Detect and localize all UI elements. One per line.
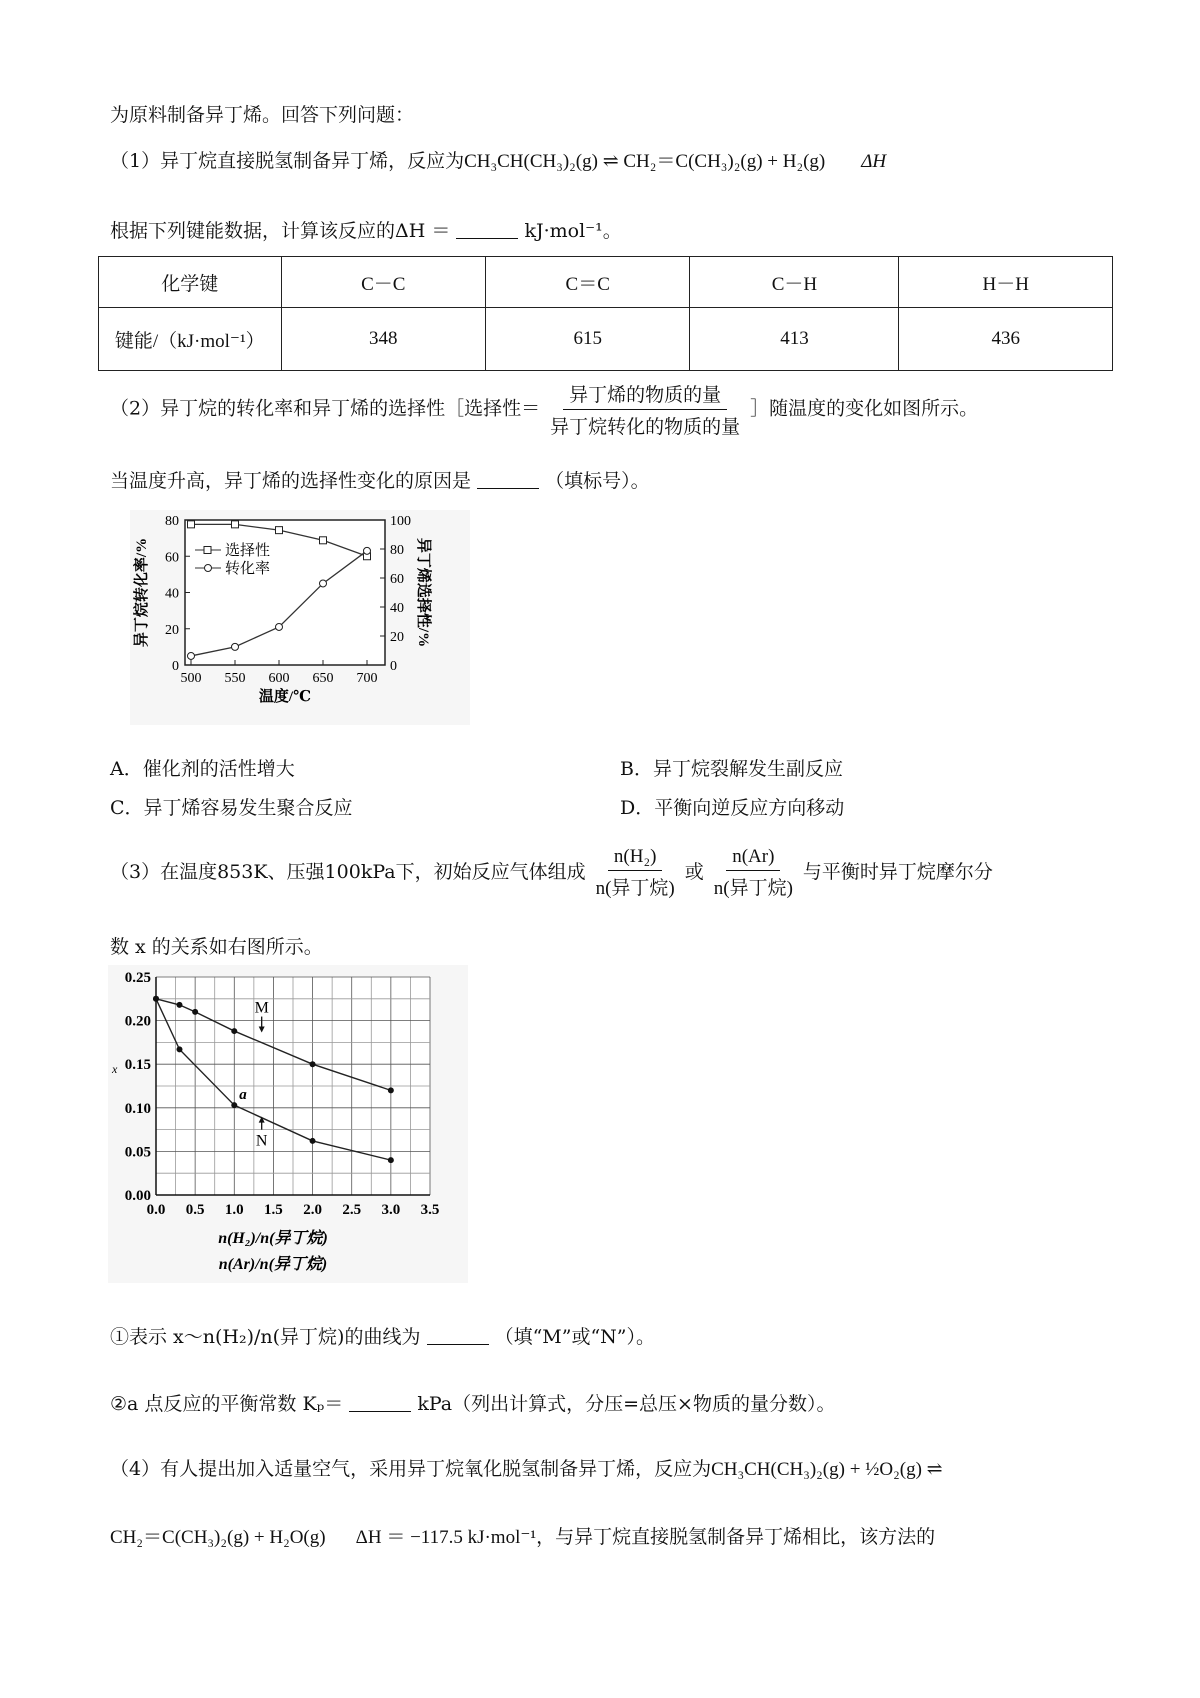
- x-tick-label: 2.0: [303, 1202, 322, 1218]
- x-tick-label: 700: [356, 671, 378, 686]
- legend-label: 转化率: [225, 561, 271, 577]
- row-label: 键能/（kJ·mol⁻¹）: [99, 308, 282, 371]
- y-axis-label: x: [112, 1061, 118, 1076]
- data-point-circle: [364, 547, 371, 554]
- ar-ratio-fraction: [708, 846, 799, 900]
- y-tick-label: 0.10: [124, 1100, 151, 1117]
- curve-label-M: M: [254, 999, 269, 1017]
- answer-blank-3[interactable]: [427, 1326, 489, 1345]
- data-point: [176, 1046, 182, 1052]
- q2-line1: [110, 380, 978, 439]
- q3-or: 或: [684, 861, 704, 883]
- q4-dh: ΔH ＝ −117.5 kJ·mol⁻¹: [355, 1527, 537, 1548]
- q4-reaction2: CH₂＝C(CH₃)₂(g) + H₂O(g): [110, 1527, 326, 1548]
- y-tick-label: 0: [172, 659, 179, 674]
- bond-c-h: C－H: [690, 257, 899, 308]
- selectivity-fraction: [544, 380, 746, 439]
- frac1-numerator: n(H₂): [608, 846, 663, 871]
- data-point: [231, 1028, 237, 1034]
- bond-c-c: C－C: [281, 257, 485, 308]
- q1-line2: [110, 216, 622, 243]
- bond-h-h: H－H: [899, 257, 1113, 308]
- q3-sub1: [110, 1322, 655, 1349]
- y-tick-label: 60: [165, 550, 179, 566]
- q4-line2: [110, 1522, 935, 1549]
- q3-sub1-suffix: （填“M”或“N”）。: [494, 1326, 655, 1348]
- x-axis-label: n(H₂)/n(异丁烷): [218, 1230, 328, 1247]
- data-point: [192, 1009, 198, 1015]
- data-point-square: [320, 537, 327, 544]
- answer-blank-2[interactable]: [477, 470, 539, 489]
- option-d[interactable]: D．平衡向逆反应方向移动: [620, 797, 845, 819]
- q1-line2-suffix: kJ·mol⁻¹。: [524, 220, 622, 242]
- q3-prefix: （3）在温度853K、压强100kPa下，初始反应气体组成: [110, 861, 586, 883]
- data-point: [310, 1061, 316, 1067]
- q1-dh: ΔH: [861, 151, 887, 172]
- data-point: [176, 1002, 182, 1008]
- x-tick-label: 550: [224, 671, 246, 686]
- x-tick-label: 1.0: [224, 1202, 244, 1218]
- plot-frame: [185, 520, 385, 665]
- point-label-a: a: [239, 1087, 247, 1104]
- y-tick-label: 40: [165, 586, 179, 602]
- frac-denominator: 异丁烷转化的物质的量: [550, 416, 741, 438]
- x-tick-label: 3.5: [420, 1202, 440, 1218]
- x-tick-label: 600: [268, 671, 290, 686]
- legend-marker-circle: [205, 565, 212, 572]
- y-tick-label: 0.15: [124, 1057, 151, 1074]
- x-tick-label: 0.0: [146, 1202, 166, 1218]
- data-point-circle: [232, 643, 239, 650]
- energy-c-h: 413: [690, 308, 899, 371]
- frac-numerator: 异丁烯的物质的量: [563, 380, 727, 410]
- data-point-square: [276, 527, 283, 534]
- table-header-row: [99, 257, 1113, 308]
- q2-line2-text: 当温度升高，异丁烯的选择性变化的原因是: [110, 470, 472, 492]
- q1-prefix: （1）异丁烷直接脱氢制备异丁烯，反应为: [110, 150, 465, 172]
- frac2-denominator: n(异丁烷): [713, 878, 793, 899]
- q4-prefix: （4）有人提出加入适量空气，采用异丁烷氧化脱氢制备异丁烯，反应为: [110, 1458, 712, 1480]
- y-right-tick-label: 20: [390, 630, 404, 645]
- y-right-tick-label: 100: [390, 514, 411, 529]
- frac1-denominator: n(异丁烷): [595, 878, 675, 899]
- bond-energy-table: [98, 256, 1113, 371]
- data-point: [388, 1087, 394, 1093]
- data-point: [310, 1138, 316, 1144]
- q3-sub2-prefix: ②a 点反应的平衡常数 Kₚ＝: [110, 1393, 344, 1415]
- q2-line2: [110, 466, 650, 493]
- y-tick-label: 80: [165, 514, 179, 529]
- legend-label: 选择性: [225, 543, 271, 559]
- bond-c-eq-c: C＝C: [485, 257, 689, 308]
- q3-line1: [110, 846, 993, 900]
- x-axis-label: 温度/℃: [258, 689, 312, 705]
- y-tick-label: 0.25: [124, 970, 151, 986]
- data-point-circle: [320, 580, 327, 587]
- q2-suffix: ］随温度的变化如图所示。: [750, 397, 979, 420]
- header-label: 化学键: [99, 257, 282, 308]
- chart-mole-fraction: [108, 965, 468, 1283]
- data-point-circle: [276, 623, 283, 630]
- y-tick-label: 0.05: [124, 1144, 151, 1161]
- y-right-tick-label: 0: [390, 659, 397, 674]
- answer-blank-1[interactable]: [456, 220, 518, 239]
- chart-conversion-selectivity: [130, 510, 470, 725]
- x-axis-label-2: n(Ar)/n(异丁烷): [218, 1256, 328, 1273]
- y-right-axis-label: 异丁烯选择性/%: [415, 537, 431, 648]
- curve-label-N: N: [255, 1132, 268, 1150]
- x-tick-label: 650: [312, 671, 334, 686]
- y-right-tick-label: 60: [390, 572, 404, 587]
- option-c[interactable]: C．异丁烯容易发生聚合反应: [110, 797, 353, 819]
- data-point-square: [188, 521, 195, 528]
- x-tick-label: 2.5: [342, 1202, 362, 1218]
- q3-sub1-prefix: ①表示 x～n(H₂)/n(异丁烷)的曲线为: [110, 1326, 421, 1348]
- q3-sub2: [110, 1389, 835, 1416]
- y-tick-label: 20: [165, 622, 179, 638]
- y-tick-label: 0.00: [124, 1188, 151, 1204]
- q1-reaction: CH₃CH(CH₃)₂(g) ⇌ CH₂＝C(CH₃)₂(g) + H₂(g): [464, 151, 826, 172]
- energy-c-eq-c: 615: [485, 308, 689, 371]
- y-right-tick-label: 80: [390, 543, 404, 558]
- y-axis-label: 异丁烷转化率/%: [134, 537, 150, 648]
- q2-prefix: （2）异丁烷的转化率和异丁烯的选择性［选择性＝: [110, 397, 541, 420]
- q1-line1: [110, 146, 886, 173]
- energy-h-h: 436: [899, 308, 1113, 371]
- data-point: [153, 996, 159, 1002]
- data-point: [231, 1102, 237, 1108]
- q4-reaction1: CH₃CH(CH₃)₂(g) + ½O₂(g) ⇌: [711, 1459, 943, 1480]
- q1-line2-prefix: 根据下列键能数据，计算该反应的ΔH ＝: [110, 220, 451, 242]
- q4-suffix: ，与异丁烷直接脱氢制备异丁烯相比，该方法的: [536, 1526, 936, 1548]
- y-right-tick-label: 40: [390, 601, 404, 616]
- h2-ratio-fraction: [590, 846, 681, 900]
- table-row: [99, 308, 1113, 371]
- data-point: [388, 1157, 394, 1163]
- x-tick-label: 1.5: [264, 1202, 283, 1218]
- q3-sub2-suffix: kPa（列出计算式，分压=总压×物质的量分数）。: [417, 1393, 836, 1415]
- q3-line2: 数 x 的关系如右图所示。: [110, 936, 323, 958]
- x-tick-label: 3.0: [381, 1202, 401, 1218]
- energy-c-c: 348: [281, 308, 485, 371]
- y-tick-label: 0.20: [124, 1013, 151, 1030]
- option-a[interactable]: A．催化剂的活性增大: [110, 758, 295, 780]
- q3-suffix: 与平衡时异丁烷摩尔分: [802, 861, 993, 883]
- data-point-square: [232, 521, 239, 528]
- answer-blank-4[interactable]: [349, 1393, 411, 1412]
- option-b[interactable]: B．异丁烷裂解发生副反应: [620, 758, 843, 780]
- data-point-circle: [188, 652, 195, 659]
- q4-line1: [110, 1454, 943, 1481]
- q2-line2-suffix: （填标号）。: [545, 470, 650, 492]
- x-tick-label: 0.5: [185, 1202, 205, 1218]
- intro-text: 为原料制备异丁烯。回答下列问题：: [110, 104, 415, 126]
- frac2-numerator: n(Ar): [726, 846, 780, 871]
- x-tick-label: 500: [180, 671, 202, 686]
- legend-marker-square: [204, 547, 211, 554]
